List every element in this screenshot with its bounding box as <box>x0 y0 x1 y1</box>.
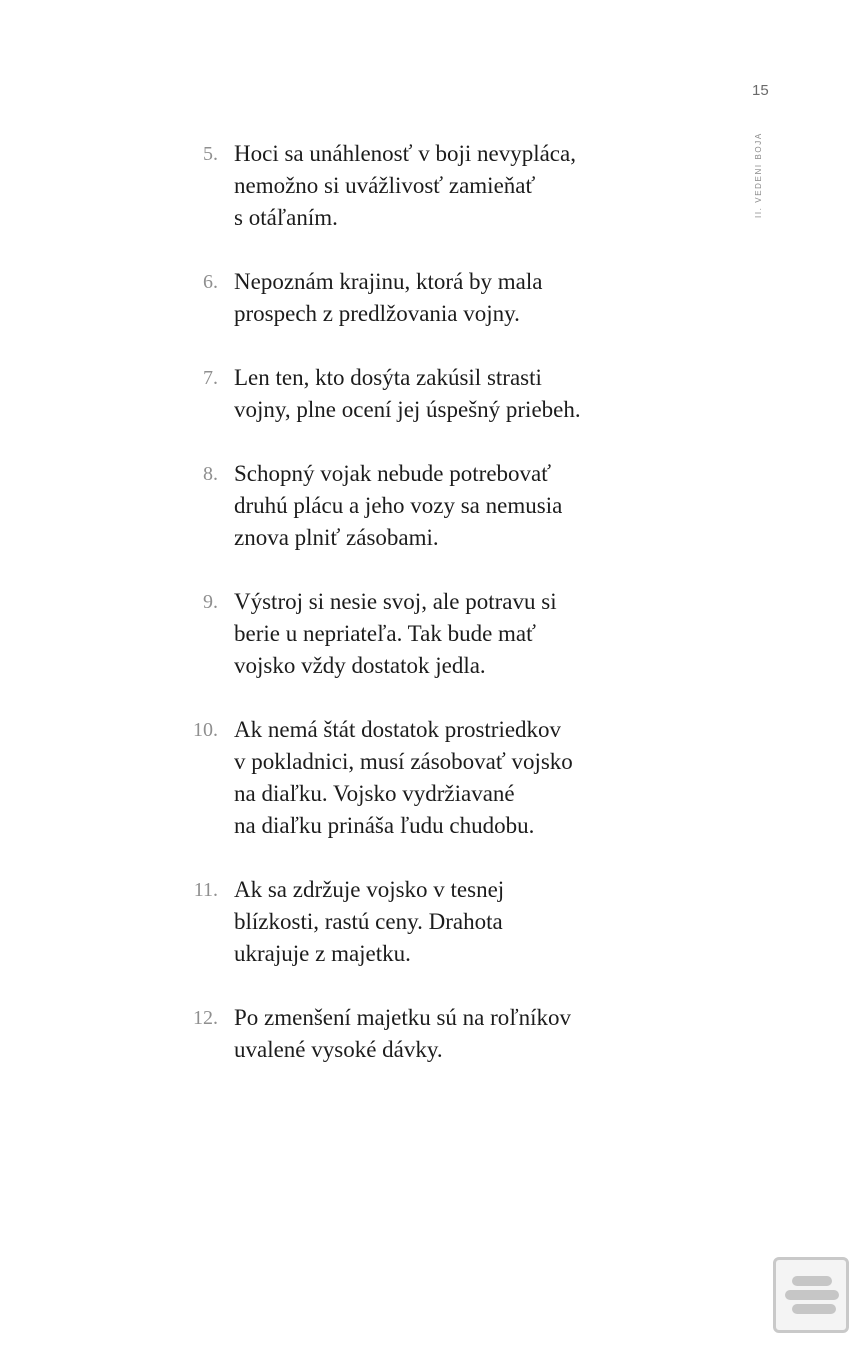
rule-text-line: v pokladnici, musí zásobovať vojsko <box>234 749 573 774</box>
rule-text-line: Len ten, kto dosýta zakúsil strasti <box>234 365 542 390</box>
rule-text-line: berie u nepriateľa. Tak bude mať <box>234 621 536 646</box>
rule-number: 7. <box>203 367 218 389</box>
page-number: 15 <box>752 82 769 99</box>
rule-text-line: Výstroj si nesie svoj, ale potravu si <box>234 589 557 614</box>
rule-text-line: uvalené vysoké dávky. <box>234 1037 443 1062</box>
rule-item <box>0 586 581 682</box>
rule-item <box>0 266 581 330</box>
rule-text-line: Hoci sa unáhlenosť v boji nevypláca, <box>234 141 576 166</box>
rule-text-line: vojsko vždy dostatok jedla. <box>234 653 486 678</box>
rule-text-line: s otáľaním. <box>234 205 338 230</box>
rule-text-line: znova plniť zásobami. <box>234 525 439 550</box>
rule-number: 10. <box>193 719 218 741</box>
rule-item <box>0 458 581 554</box>
rule-item <box>0 1002 581 1066</box>
rule-text-line: prospech z predlžovania vojny. <box>234 301 520 326</box>
rule-number: 5. <box>203 143 218 165</box>
rule-text-line: na diaľku. Vojsko vydržiavané <box>234 781 515 806</box>
rule-text-line: Nepoznám krajinu, ktorá by mala <box>234 269 543 294</box>
reader-menu-button[interactable] <box>773 1257 849 1333</box>
rule-number: 6. <box>203 271 218 293</box>
rule-text-line: Ak sa zdržuje vojsko v tesnej <box>234 877 505 902</box>
rule-text-line: blízkosti, rastú ceny. Drahota <box>234 909 503 934</box>
rule-text-line: ukrajuje z majetku. <box>234 941 411 966</box>
rule-item <box>0 138 581 234</box>
rule-item <box>0 362 581 426</box>
rule-text-line: Schopný vojak nebude potrebovať <box>234 461 552 486</box>
rule-item <box>0 714 581 842</box>
rule-text-line: na diaľku prináša ľudu chudobu. <box>234 813 535 838</box>
rule-text-line: Ak nemá štát dostatok prostriedkov <box>234 717 562 742</box>
rule-number: 11. <box>193 879 218 901</box>
rule-text-line: Po zmenšení majetku sú na roľníkov <box>234 1005 572 1030</box>
rules-list <box>0 138 581 1098</box>
rule-text-line: druhú plácu a jeho vozy sa nemusia <box>234 493 563 518</box>
running-head: II. VEDENI BOJA <box>754 132 763 218</box>
rule-item <box>0 874 581 970</box>
rule-text-line: nemožno si uvážlivosť zamieňať <box>234 173 536 198</box>
rule-text-line: vojny, plne ocení jej úspešný priebeh. <box>234 397 581 422</box>
rule-number: 9. <box>203 591 218 613</box>
rule-number: 8. <box>203 463 218 485</box>
rule-number: 12. <box>193 1007 218 1029</box>
